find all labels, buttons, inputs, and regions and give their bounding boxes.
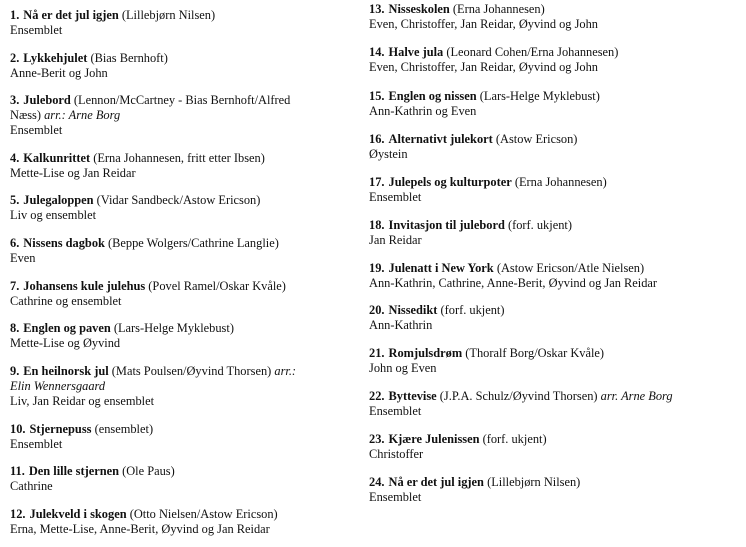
track-number: 15. bbox=[369, 89, 385, 103]
track-title: Alternativt julekort bbox=[388, 132, 493, 146]
track-heading bbox=[10, 93, 360, 108]
track-heading bbox=[369, 303, 741, 318]
track-heading bbox=[10, 8, 360, 23]
track-performers: Cathrine bbox=[10, 479, 53, 494]
track-credits: (ensemblet) bbox=[94, 422, 154, 436]
track-number: 22. bbox=[369, 389, 385, 403]
track-performers: Ann-Kathrin bbox=[369, 318, 433, 333]
track-credits: (Lennon/McCartney - Bias Bernhoft/Alfred bbox=[73, 93, 291, 107]
track-credits: (Erna Johannesen) bbox=[452, 2, 545, 16]
track-performers: Øystein bbox=[369, 147, 408, 162]
track-title: Englen og nissen bbox=[388, 89, 477, 103]
track-entry bbox=[369, 218, 741, 248]
track-number: 1. bbox=[10, 8, 20, 22]
track-credits: (Ole Paus) bbox=[122, 464, 175, 478]
track-title: Halve jula bbox=[388, 45, 444, 59]
track-title: Invitasjon til julebord bbox=[388, 218, 505, 232]
track-entry bbox=[369, 89, 741, 119]
track-heading bbox=[369, 346, 741, 361]
track-credits: (Lillebjørn Nilsen) bbox=[121, 8, 216, 22]
track-performers: Jan Reidar bbox=[369, 233, 422, 248]
track-entry bbox=[369, 45, 741, 75]
track-arranger: arr. Arne Borg bbox=[600, 389, 673, 403]
track-entry bbox=[10, 464, 360, 494]
track-title: Stjernepuss bbox=[29, 422, 92, 436]
track-heading bbox=[369, 218, 741, 233]
track-entry bbox=[369, 346, 741, 376]
track-credits: (Otto Nielsen/Astow Ericson) bbox=[129, 507, 278, 521]
track-performers: Ann-Kathrin, Cathrine, Anne-Berit, Øyvind og Jan Reidar bbox=[369, 276, 658, 291]
track-entry bbox=[10, 8, 360, 38]
track-title: Johansens kule julehus bbox=[23, 279, 146, 293]
track-title: Julegaloppen bbox=[23, 193, 94, 207]
track-title: Julekveld i skogen bbox=[29, 507, 127, 521]
track-entry bbox=[369, 175, 741, 205]
track-heading bbox=[369, 175, 741, 190]
track-number: 16. bbox=[369, 132, 385, 146]
track-credits-cont: Næss) bbox=[10, 108, 41, 123]
track-credits: (Thoralf Borg/Oskar Kvåle) bbox=[465, 346, 605, 360]
track-credits: (Lillebjørn Nilsen) bbox=[487, 475, 581, 489]
track-credits: (Bias Bernhoft) bbox=[90, 51, 168, 65]
track-entry bbox=[10, 151, 360, 181]
track-entry bbox=[10, 193, 360, 223]
track-number: 2. bbox=[10, 51, 20, 65]
track-credits: (forf. ukjent) bbox=[482, 432, 547, 446]
track-entry bbox=[369, 389, 741, 419]
track-title: Englen og paven bbox=[23, 321, 111, 335]
track-credits: (Mats Poulsen/Øyvind Thorsen) bbox=[111, 364, 272, 378]
track-performers: Even, Christoffer, Jan Reidar, Øyvind og John bbox=[369, 17, 599, 32]
track-heading bbox=[10, 279, 360, 294]
track-number: 10. bbox=[10, 422, 26, 436]
track-number: 13. bbox=[369, 2, 385, 16]
track-credits: (Beppe Wolgers/Cathrine Langlie) bbox=[108, 236, 279, 250]
track-heading bbox=[369, 475, 741, 490]
track-number: 20. bbox=[369, 303, 385, 317]
track-number: 11. bbox=[10, 464, 25, 478]
track-heading bbox=[10, 464, 360, 479]
track-entry bbox=[10, 279, 360, 309]
track-performers: Even, Christoffer, Jan Reidar, Øyvind og John bbox=[369, 60, 599, 75]
track-number: 23. bbox=[369, 432, 385, 446]
track-performers: Mette-Lise og Jan Reidar bbox=[10, 166, 136, 181]
track-credits: (Astow Ericson) bbox=[495, 132, 578, 146]
track-number: 17. bbox=[369, 175, 385, 189]
track-number: 12. bbox=[10, 507, 26, 521]
track-title: Julebord bbox=[23, 93, 71, 107]
track-heading bbox=[10, 193, 360, 208]
track-entry bbox=[10, 236, 360, 266]
track-performers: Ensemblet bbox=[369, 404, 422, 419]
track-performers: Ann-Kathrin og Even bbox=[369, 104, 477, 119]
track-number: 7. bbox=[10, 279, 20, 293]
track-title: Julenatt i New York bbox=[388, 261, 494, 275]
track-performers: Erna, Mette-Lise, Anne-Berit, Øyvind og Jan Reidar bbox=[10, 522, 270, 537]
track-performers: Mette-Lise og Øyvind bbox=[10, 336, 121, 351]
track-number: 8. bbox=[10, 321, 20, 335]
track-entry bbox=[369, 2, 741, 32]
track-performers: Ensemblet bbox=[10, 437, 63, 452]
track-number: 18. bbox=[369, 218, 385, 232]
track-performers: Ensemblet bbox=[369, 190, 422, 205]
track-number: 19. bbox=[369, 261, 385, 275]
track-title: Nisseskolen bbox=[388, 2, 450, 16]
track-performers: Christoffer bbox=[369, 447, 424, 462]
track-entry bbox=[369, 132, 741, 162]
track-credits: (Erna Johannesen, fritt etter Ibsen) bbox=[93, 151, 265, 165]
track-heading bbox=[10, 51, 360, 66]
track-number: 14. bbox=[369, 45, 385, 59]
track-title: Romjulsdrøm bbox=[388, 346, 463, 360]
track-entry bbox=[10, 507, 360, 537]
track-entry bbox=[10, 321, 360, 351]
track-performers: Even bbox=[10, 251, 36, 266]
track-heading bbox=[369, 2, 741, 17]
track-heading bbox=[10, 151, 360, 166]
track-credits: (Lars-Helge Myklebust) bbox=[479, 89, 600, 103]
track-heading bbox=[369, 389, 741, 404]
track-heading bbox=[369, 132, 741, 147]
track-heading bbox=[10, 364, 360, 379]
track-number: 21. bbox=[369, 346, 385, 360]
track-arranger: arr.: Arne Borg bbox=[44, 108, 121, 123]
track-title: Den lille stjernen bbox=[28, 464, 119, 478]
track-credits: (J.P.A. Schulz/Øyvind Thorsen) bbox=[439, 389, 598, 403]
track-arranger-cont: Elin Wennersgaard bbox=[10, 379, 106, 394]
track-entry bbox=[369, 261, 741, 291]
track-title: Nissedikt bbox=[388, 303, 438, 317]
track-entry bbox=[10, 93, 360, 139]
track-heading bbox=[369, 89, 741, 104]
track-title: Nå er det jul igjen bbox=[23, 8, 119, 22]
track-performers: Ensemblet bbox=[369, 490, 422, 505]
track-title: En heilnorsk jul bbox=[23, 364, 109, 378]
track-credits: (Lars-Helge Myklebust) bbox=[113, 321, 234, 335]
track-performers: Ensemblet bbox=[10, 23, 63, 38]
track-credits: (forf. ukjent) bbox=[507, 218, 572, 232]
track-heading bbox=[369, 45, 741, 60]
track-title: Kjære Julenissen bbox=[388, 432, 480, 446]
track-entry bbox=[369, 475, 741, 505]
track-performers: Ensemblet bbox=[10, 123, 63, 138]
track-entry bbox=[10, 364, 360, 410]
track-arranger: arr.: bbox=[274, 364, 297, 378]
track-credits: (forf. ukjent) bbox=[440, 303, 505, 317]
track-heading bbox=[10, 507, 360, 522]
track-performers: Liv og ensemblet bbox=[10, 208, 97, 223]
track-performers: Anne-Berit og John bbox=[10, 66, 108, 81]
track-entry bbox=[369, 432, 741, 462]
track-heading bbox=[10, 422, 360, 437]
track-heading bbox=[369, 261, 741, 276]
track-title: Nissens dagbok bbox=[23, 236, 105, 250]
track-title: Julepels og kulturpoter bbox=[388, 175, 512, 189]
track-credits: (Vidar Sandbeck/Astow Ericson) bbox=[96, 193, 261, 207]
track-heading bbox=[10, 321, 360, 336]
track-entry bbox=[10, 51, 360, 81]
track-number: 9. bbox=[10, 364, 20, 378]
track-performers: Liv, Jan Reidar og ensemblet bbox=[10, 394, 155, 409]
track-heading bbox=[369, 432, 741, 447]
track-entry bbox=[10, 422, 360, 452]
track-entry bbox=[369, 303, 741, 333]
track-title: Nå er det jul igjen bbox=[388, 475, 484, 489]
track-performers: John og Even bbox=[369, 361, 437, 376]
track-number: 3. bbox=[10, 93, 20, 107]
track-title: Lykkehjulet bbox=[23, 51, 88, 65]
track-credits: (Povel Ramel/Oskar Kvåle) bbox=[148, 279, 286, 293]
track-credits: (Leonard Cohen/Erna Johannesen) bbox=[446, 45, 619, 59]
track-performers: Cathrine og ensemblet bbox=[10, 294, 122, 309]
track-title: Kalkunrittet bbox=[23, 151, 91, 165]
track-credits: (Erna Johannesen) bbox=[514, 175, 607, 189]
track-number: 24. bbox=[369, 475, 385, 489]
track-number: 6. bbox=[10, 236, 20, 250]
track-heading-cont bbox=[10, 108, 360, 123]
track-number: 5. bbox=[10, 193, 20, 207]
track-credits: (Astow Ericson/Atle Nielsen) bbox=[496, 261, 645, 275]
track-heading bbox=[10, 236, 360, 251]
track-number: 4. bbox=[10, 151, 20, 165]
track-title: Byttevise bbox=[388, 389, 437, 403]
